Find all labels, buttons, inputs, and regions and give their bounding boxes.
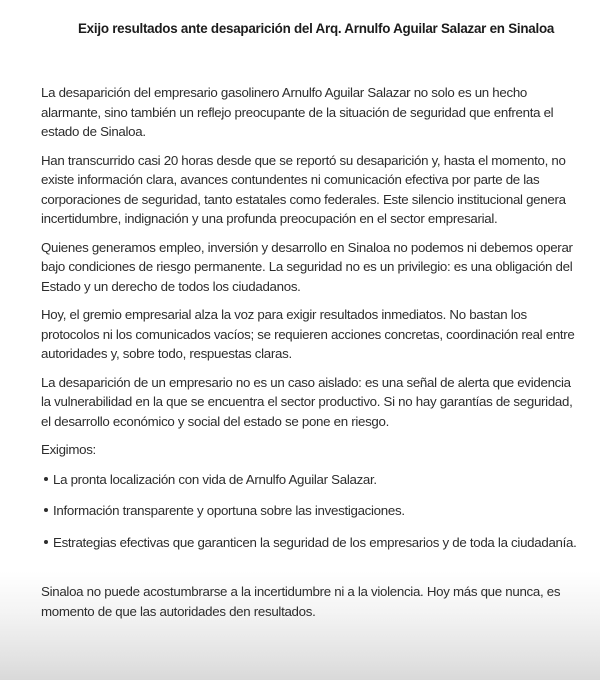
bullet-icon — [44, 540, 48, 544]
paragraph-alert: La desaparición de un empresario no es un caso aislado: es una señal de alerta que evidencia la vulnerabilidad en la que se encuentra el sector productivo. Si no hay garantías de seguridad, el desarrollo económico y social del estado se pone en riesgo. — [41, 374, 573, 429]
bullet-icon — [44, 477, 48, 481]
paragraph-demand-results: Hoy, el gremio empresarial alza la voz para exigir resultados inmediatos. No bastan los protocolos ni los comunicados vacíos; se requieren acciones concretas, coordinación real entre autoridades y, sobre todo, respuestas claras. — [41, 307, 575, 361]
paragraph-timeline: Han transcurrido casi 20 horas desde que se reportó su desaparición y, hasta el momento, no existe información clara, avances contundentes ni comunicación efectiva por parte de las corporaciones de seguridad, tanto estatales como federales. Este silencio institucional genera incertidumbre, indignación y una profunda preocupación en el sector empresarial. — [41, 152, 566, 226]
demand-list-item — [41, 470, 581, 490]
demand-text: Información transparente y oportuna sobre las investigaciones. — [53, 503, 405, 518]
demand-text: La pronta localización con vida de Arnulfo Aguilar Salazar. — [53, 471, 377, 487]
bullet-icon — [44, 508, 48, 512]
demand-text: Estrategias efectivas que garanticen la seguridad de los empresarios y de toda la ciudadanía. — [53, 534, 577, 550]
paragraph-intro: La desaparición del empresario gasolinero Arnulfo Aguilar Salazar no solo es un hecho alarmante, sino también un reflejo preocupante de la situación de seguridad que enfrenta el estado de Sinaloa. — [41, 85, 554, 139]
demand-list-item — [41, 501, 581, 521]
document-title: Exijo resultados ante desaparición del Arq. Arnulfo Aguilar Salazar en Sinaloa — [78, 21, 555, 36]
paragraph-closing: Sinaloa no puede acostumbrarse a la incertidumbre ni a la violencia. Hoy más que nunca, es momento de que las autoridades den resultados. — [41, 584, 561, 619]
demand-list-item — [41, 533, 581, 553]
document-body — [41, 83, 581, 630]
paragraph-employers: Quienes generamos empleo, inversión y desarrollo en Sinaloa no podemos ni debemos operar bajo condiciones de riesgo permanente. La seguridad no es un privilegio: es una obligación del Estado y un derecho de todos los ciudadanos. — [41, 239, 573, 294]
demands-heading: Exigimos: — [41, 442, 96, 457]
